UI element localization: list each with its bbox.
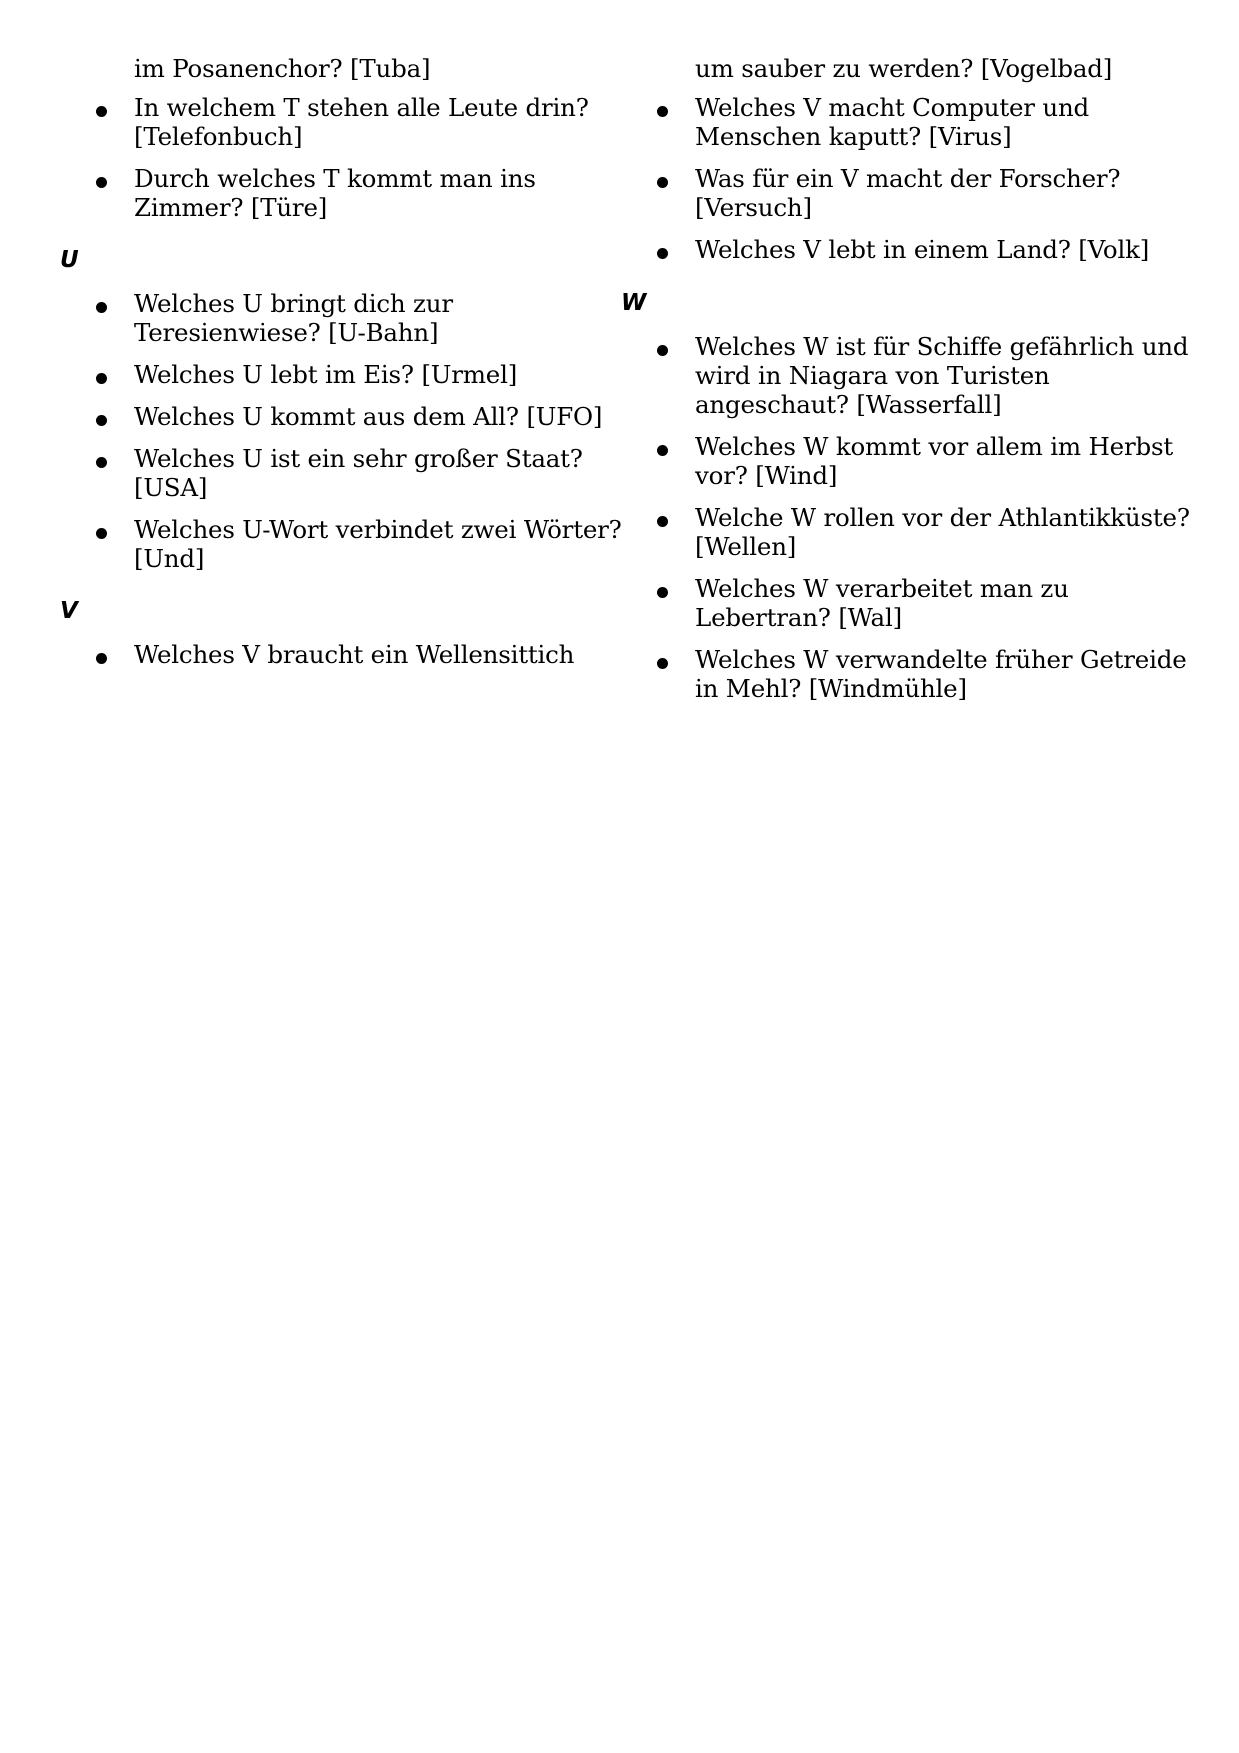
question-text: Welches W verarbeitet man zu Lebertran? [Wal] [695, 574, 1069, 632]
list-item [60, 515, 630, 573]
w-question-list [621, 332, 1191, 703]
question-text: Welches W kommt vor allem im Herbst vor? [Wind] [695, 432, 1173, 490]
list-item [621, 235, 1191, 264]
question-text: Durch welches T kommt man ins Zimmer? [Türe] [134, 164, 536, 222]
bullet-icon [657, 177, 668, 188]
question-text: Welches W ist für Schiffe gefährlich und wird in Niagara von Turisten angeschaut? [Wasserfall] [695, 332, 1189, 419]
section-heading-w: W [621, 290, 647, 316]
question-text: Welches V macht Computer und Menschen kaputt? [Virus] [695, 93, 1090, 151]
question-text: Welches V braucht ein Wellensittich [134, 640, 575, 669]
question-text: In welchem T stehen alle Leute drin? [Telefonbuch] [134, 93, 589, 151]
continued-question: im Posanenchor? [Tuba] [134, 54, 431, 83]
bullet-icon [96, 415, 107, 426]
list-item [60, 360, 630, 389]
question-text: Welches U ist ein sehr großer Staat? [USA] [134, 444, 583, 502]
bullet-icon [96, 302, 107, 313]
bullet-icon [657, 658, 668, 669]
bullet-icon [657, 445, 668, 456]
section-heading-u: U [60, 247, 79, 273]
list-item [621, 645, 1191, 703]
list-item [60, 93, 630, 151]
bullet-icon [96, 457, 107, 468]
list-item [621, 93, 1191, 151]
list-item [60, 289, 630, 347]
bullet-icon [657, 248, 668, 259]
question-text: Welches U kommt aus dem All? [UFO] [134, 402, 603, 431]
question-text: Welches V lebt in einem Land? [Volk] [695, 235, 1150, 264]
list-item [60, 640, 630, 669]
continued-question: um sauber zu werden? [Vogelbad] [695, 54, 1113, 83]
bullet-icon [657, 587, 668, 598]
list-item [621, 574, 1191, 632]
question-text: Welches U bringt dich zur Teresienwiese? [U-Bahn] [134, 289, 453, 347]
u-question-list [60, 289, 630, 573]
question-text: Was für ein V macht der Forscher? [Versuch] [695, 164, 1121, 222]
bullet-icon [96, 106, 107, 117]
bullet-icon [657, 106, 668, 117]
right-column [621, 54, 1191, 716]
question-text: Welche W rollen vor der Athlantikküste? [Wellen] [695, 503, 1190, 561]
v-question-list [621, 93, 1191, 264]
question-text: Welches W verwandelte früher Getreide in Mehl? [Windmühle] [695, 645, 1187, 703]
list-item [60, 444, 630, 502]
list-item [621, 164, 1191, 222]
bullet-icon [96, 373, 107, 384]
v-question-list-start [60, 640, 630, 669]
question-text: Welches U-Wort verbindet zwei Wörter? [Und] [134, 515, 622, 573]
bullet-icon [96, 528, 107, 539]
section-heading-v: V [60, 598, 78, 624]
bullet-icon [96, 653, 107, 664]
question-text: Welches U lebt im Eis? [Urmel] [134, 360, 518, 389]
list-item [621, 332, 1191, 419]
t-question-list [60, 93, 630, 222]
bullet-icon [96, 177, 107, 188]
left-column [60, 54, 630, 682]
bullet-icon [657, 516, 668, 527]
list-item [621, 432, 1191, 490]
list-item [60, 402, 630, 431]
bullet-icon [657, 345, 668, 356]
list-item [621, 503, 1191, 561]
list-item [60, 164, 630, 222]
